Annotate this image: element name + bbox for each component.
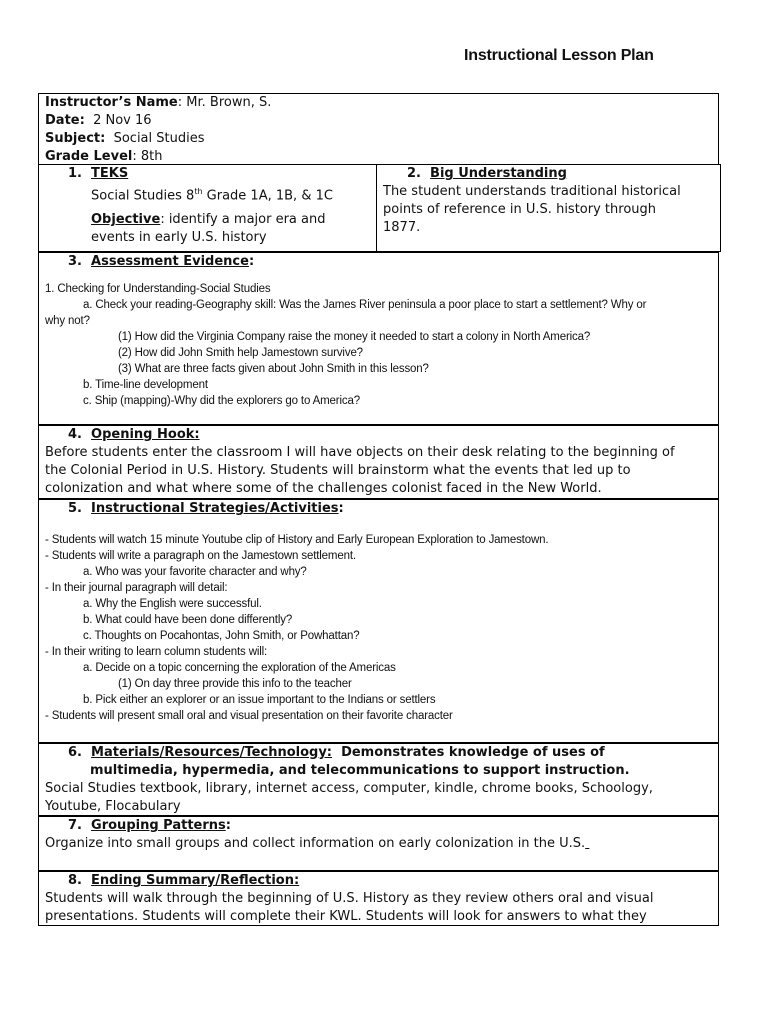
teks-standards-sup: th bbox=[194, 187, 203, 196]
ending-num: 8. bbox=[68, 873, 82, 888]
objective-text: : identify a major era and bbox=[160, 212, 326, 228]
teks-understanding-row bbox=[38, 164, 721, 252]
assessment-heading bbox=[39, 253, 718, 271]
big-understanding-line: points of reference in U.S. history through bbox=[383, 202, 656, 217]
opening-hook-heading bbox=[45, 426, 712, 444]
instructor-value: : Mr. Brown, S. bbox=[177, 95, 272, 110]
materials-heading-line-2: multimedia, hypermedia, and telecommunications to support instruction. bbox=[90, 763, 630, 778]
grouping-colon: : bbox=[225, 818, 231, 833]
big-understanding-num: 2. bbox=[407, 166, 421, 181]
teks-standards-b: Grade 1A, 1B, & 1C bbox=[202, 188, 333, 204]
list-item: (1) How did the Virginia Company raise the money it needed to start a colony in North America? bbox=[118, 331, 591, 343]
strategies-heading-text: Instructional Strategies/Activities bbox=[91, 501, 339, 516]
date-label: Date: bbox=[45, 113, 85, 128]
list-item: a. Who was your favorite character and why? bbox=[83, 566, 307, 578]
teks-heading bbox=[39, 165, 376, 183]
strategies-heading bbox=[39, 500, 718, 518]
assessment-list bbox=[39, 281, 718, 409]
grouping-text bbox=[45, 835, 712, 853]
opening-hook-num: 4. bbox=[68, 427, 82, 442]
assessment-colon: : bbox=[248, 254, 255, 269]
strategies-colon: : bbox=[338, 501, 344, 516]
list-item: b. What could have been done differently? bbox=[83, 614, 293, 626]
objective-text-2: events in early U.S. history bbox=[91, 230, 267, 246]
header-box bbox=[38, 93, 719, 165]
ending-box bbox=[38, 871, 719, 926]
opening-hook-line: Before students enter the classroom I will have objects on their desk relating to the beginning of bbox=[45, 445, 675, 460]
big-understanding-line: The student understands traditional historical bbox=[383, 184, 681, 199]
assessment-box bbox=[38, 252, 719, 425]
list-item: a. Check your reading-Geography skill: Was the James River peninsula a poor place to start a settlement? Why or bbox=[83, 299, 647, 311]
instructor-label: Instructor’s Name bbox=[45, 95, 178, 110]
materials-line: Social Studies textbook, library, internet access, computer, kindle, chrome books, Schoology, bbox=[45, 781, 653, 796]
opening-hook-line: the Colonial Period in U.S. History. Students will brainstorm what the events that led up to bbox=[45, 463, 631, 478]
list-item: 1. Checking for Understanding-Social Studies bbox=[45, 283, 271, 295]
document-title: Instructional Lesson Plan bbox=[464, 47, 654, 64]
list-item: (2) How did John Smith help Jamestown survive? bbox=[118, 347, 363, 359]
ending-line: Students will walk through the beginning of U.S. History as they review others oral and visual bbox=[45, 891, 654, 906]
list-item: c. Ship (mapping)-Why did the explorers go to America? bbox=[83, 395, 360, 407]
assessment-heading-text: Assessment Evidence bbox=[91, 254, 249, 269]
list-item: (3) What are three facts given about John Smith in this lesson? bbox=[118, 363, 429, 375]
opening-hook-box bbox=[38, 425, 719, 499]
materials-line: Youtube, Flocabulary bbox=[45, 799, 181, 814]
objective-row bbox=[39, 211, 376, 229]
subject-label: Subject: bbox=[45, 131, 106, 146]
list-item: - Students will watch 15 minute Youtube clip of History and Early European Exploration to Jamestown. bbox=[45, 534, 549, 546]
instructor-row bbox=[45, 94, 712, 112]
objective-row-2 bbox=[39, 229, 376, 247]
date-value: 2 Nov 16 bbox=[93, 113, 152, 128]
big-understanding-text: Big Understanding bbox=[430, 166, 567, 181]
list-item: b. Time-line development bbox=[83, 379, 208, 391]
grouping-num: 7. bbox=[68, 818, 82, 833]
grouping-heading-text: Grouping Patterns bbox=[91, 818, 226, 833]
opening-hook-heading-text: Opening Hook: bbox=[91, 427, 200, 442]
teks-heading-text: TEKS bbox=[91, 166, 129, 181]
grade-value: : 8th bbox=[132, 149, 163, 164]
date-row bbox=[45, 112, 712, 130]
materials-box bbox=[38, 743, 719, 816]
list-item: a. Decide on a topic concerning the exploration of the Americas bbox=[83, 662, 396, 674]
teks-standards bbox=[39, 183, 376, 205]
subject-value: Social Studies bbox=[113, 131, 205, 146]
list-item: - Students will write a paragraph on the Jamestown settlement. bbox=[45, 550, 356, 562]
list-item: - Students will present small oral and visual presentation on their favorite character bbox=[45, 710, 453, 722]
list-item: b. Pick either an explorer or an issue important to the Indians or settlers bbox=[83, 694, 436, 706]
ending-line: presentations. Students will complete their KWL. Students will look for answers to what they bbox=[45, 909, 647, 924]
grouping-heading bbox=[45, 817, 712, 835]
teks-heading-num: 1. bbox=[68, 166, 82, 181]
list-item: - In their journal paragraph will detail: bbox=[45, 582, 228, 594]
strategies-list bbox=[39, 532, 718, 724]
teks-standards-a: Social Studies 8 bbox=[91, 188, 195, 204]
big-understanding-line: 1877. bbox=[383, 220, 421, 235]
objective-label: Objective bbox=[91, 212, 161, 228]
materials-heading bbox=[45, 744, 712, 762]
strategies-box bbox=[38, 499, 719, 743]
list-item: (1) On day three provide this info to the teacher bbox=[118, 678, 352, 690]
big-understanding-heading bbox=[377, 165, 720, 183]
grouping-box bbox=[38, 816, 719, 871]
ending-heading-text: Ending Summary/Reflection: bbox=[91, 873, 300, 888]
list-item: c. Thoughts on Pocahontas, John Smith, or Powhattan? bbox=[83, 630, 360, 642]
big-understanding-cell bbox=[377, 165, 720, 251]
materials-num: 6. bbox=[68, 745, 82, 760]
list-item: a. Why the English were successful. bbox=[83, 598, 262, 610]
list-item: why not? bbox=[45, 315, 90, 327]
materials-heading-rest: Demonstrates knowledge of uses of bbox=[341, 745, 605, 760]
grade-label: Grade Level bbox=[45, 149, 133, 164]
subject-row bbox=[45, 130, 712, 148]
opening-hook-line: colonization and what where some of the challenges colonist faced in the New World. bbox=[45, 481, 602, 496]
grouping-text-value: Organize into small groups and collect information on early colonization in the U.S. bbox=[45, 836, 586, 851]
grade-row bbox=[45, 148, 712, 165]
assessment-num: 3. bbox=[68, 254, 82, 269]
ending-heading bbox=[45, 872, 712, 890]
strategies-num: 5. bbox=[68, 501, 82, 516]
list-item: - In their writing to learn column students will: bbox=[45, 646, 268, 658]
teks-cell bbox=[39, 165, 377, 251]
materials-heading-text: Materials/Resources/Technology: bbox=[91, 745, 333, 760]
